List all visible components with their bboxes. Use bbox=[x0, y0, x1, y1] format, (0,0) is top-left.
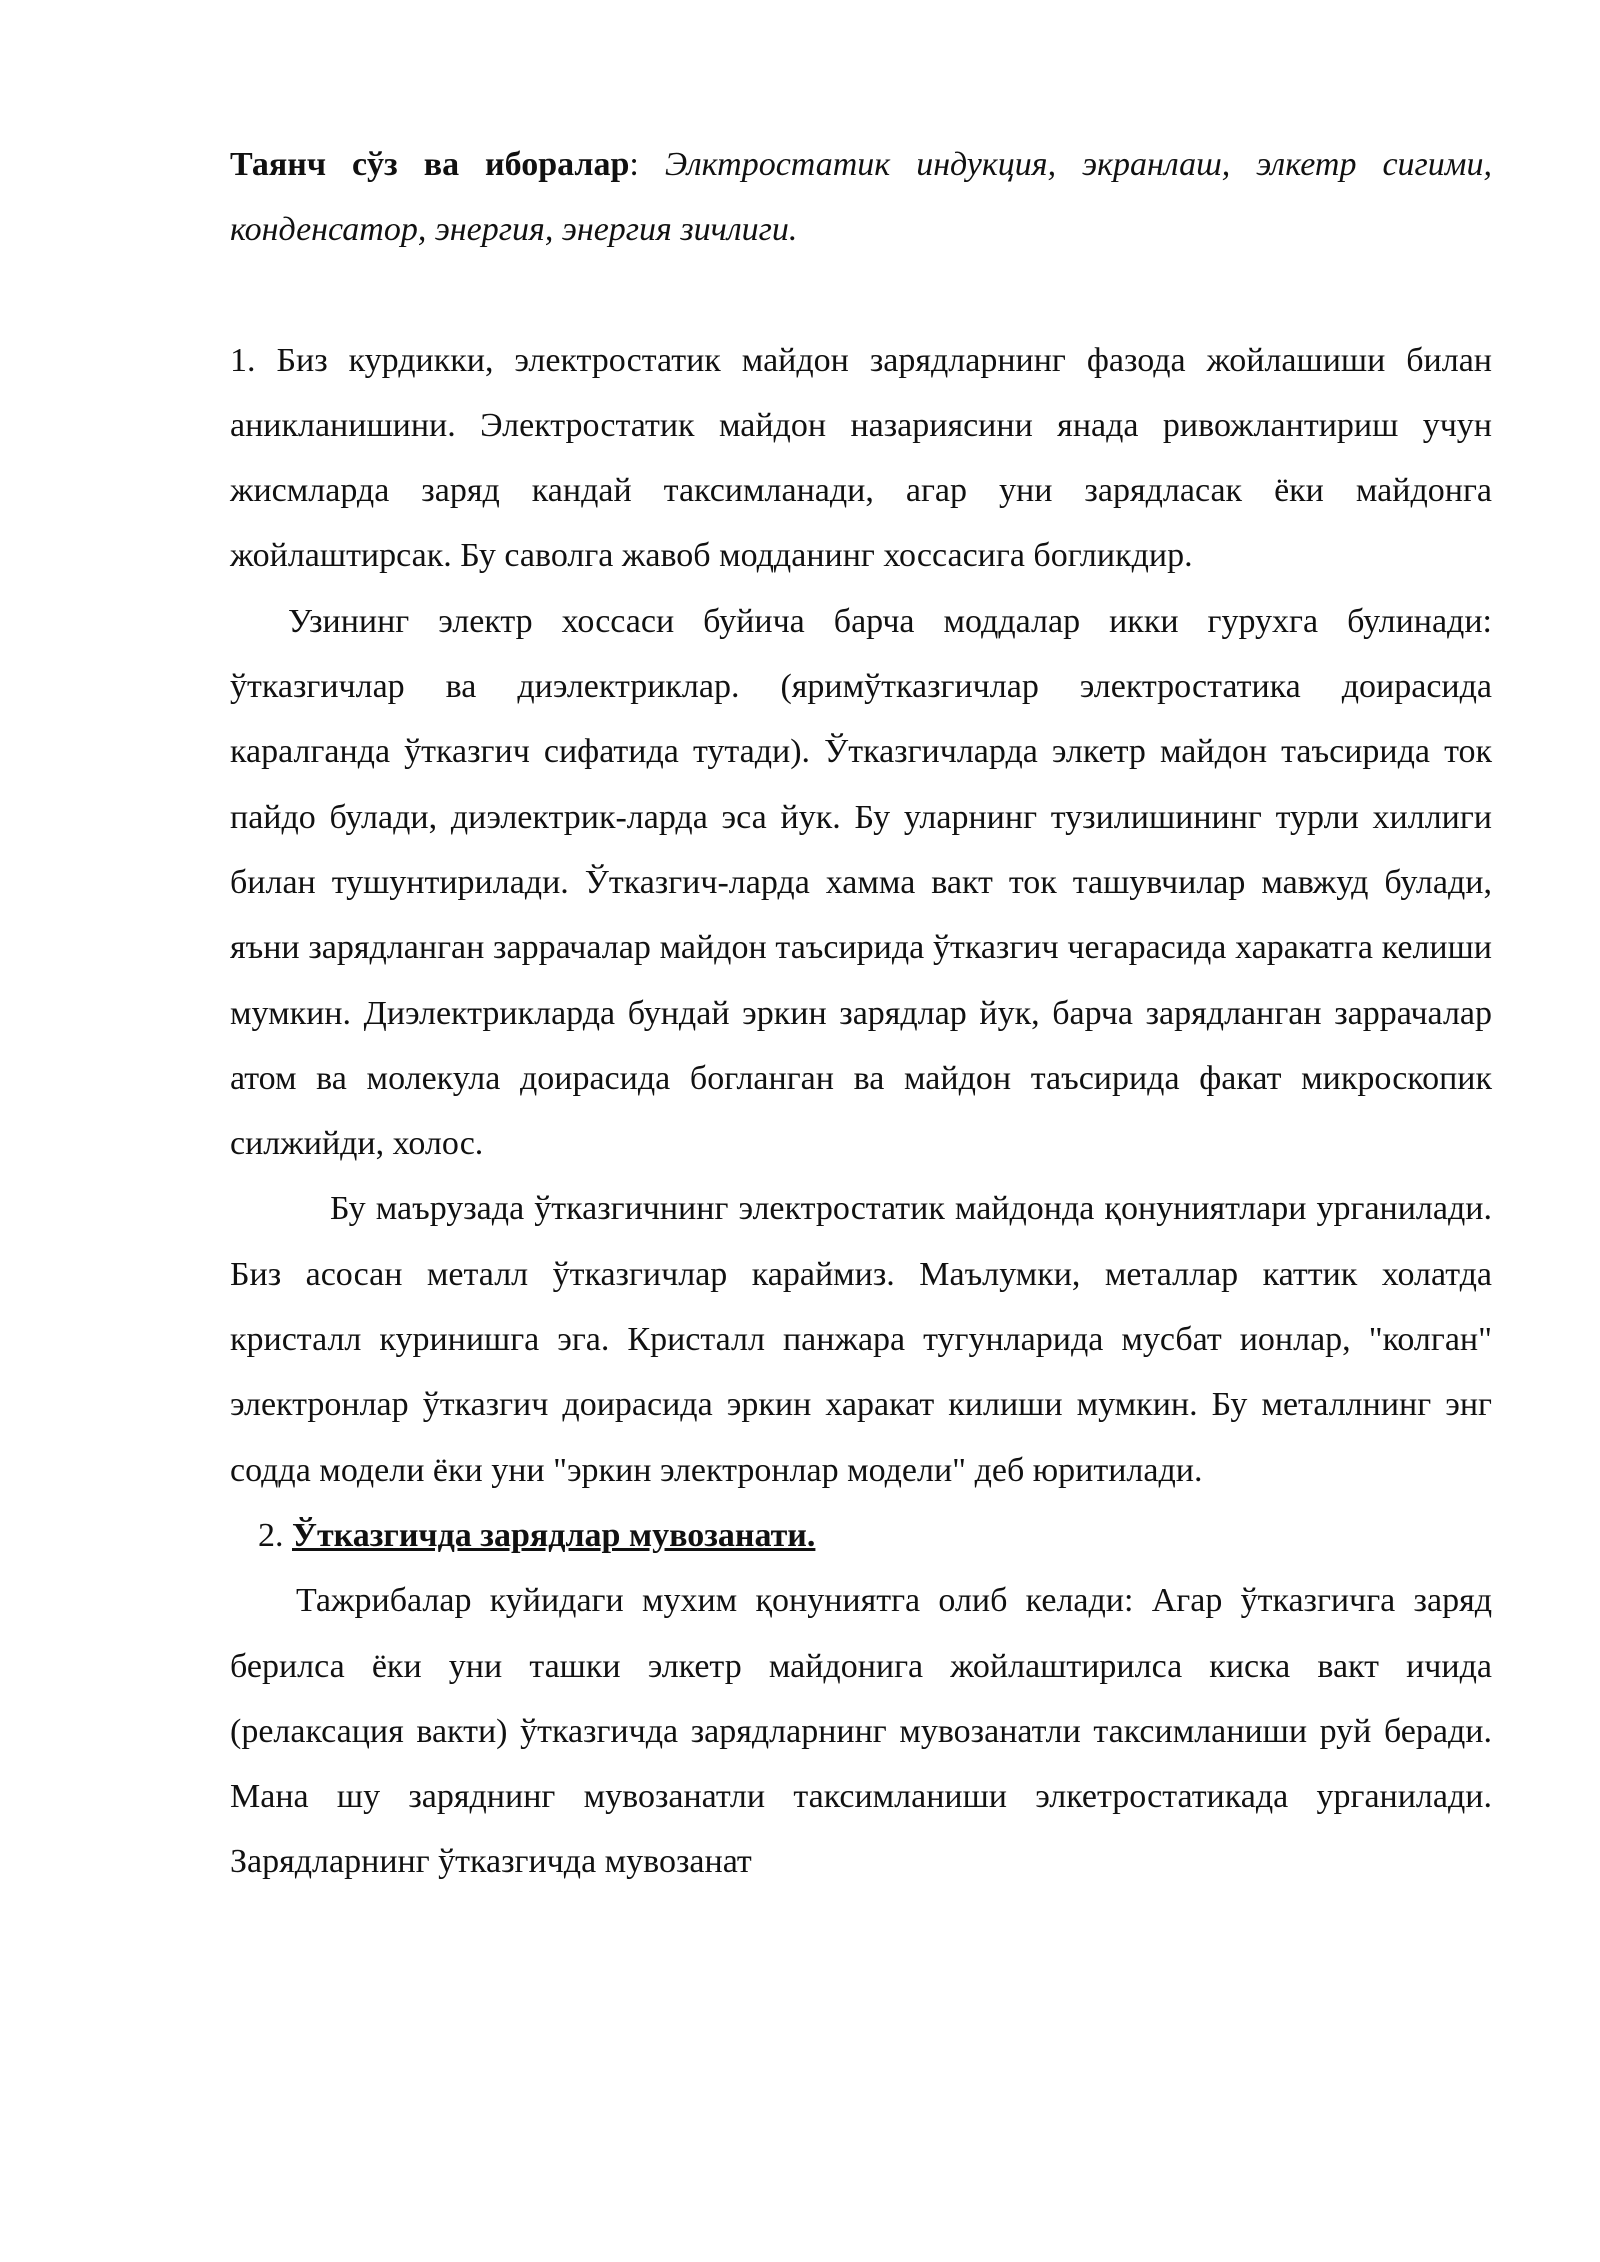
section-number: 2. bbox=[258, 1516, 292, 1554]
section-heading bbox=[230, 1503, 1492, 1568]
keywords-paragraph bbox=[230, 132, 1492, 263]
paragraph-metals: Бу маърузада ўтказгичнинг электростатик майдонда қонуниятлари урганилади. Биз асосан металл ўтказгичлар караймиз. Маълумки, металлар каттик холатда кристалл куринишга эга. Кристалл панжара тугунларида мусбат ионлар, "колган" электронлар ўтказгич доирасида эркин харакат килиши мумкин. Бу металлнинг энг содда модели ёки уни "эркин электронлар модели" деб юритилади. bbox=[230, 1190, 1492, 1489]
paragraph-intro: 1. Биз курдикки, электростатик майдон зарядларнинг фазода жойлашиши билан аникланишини. Электростатик майдон назариясини янада ривожлантириш учун жисмларда заряд кандай таксимланади, агар уни зарядласак ёки майдонга жойлаштирсак. Бу саволга жавоб модданинг хоссасига богликдир. bbox=[230, 341, 1492, 575]
page-content bbox=[230, 132, 1492, 1895]
keywords-separator: : bbox=[629, 146, 639, 183]
paragraph-materials: Узининг электр хоссаси буйича барча моддалар икки гурухга булинади: ўтказгичлар ва диэлектриклар. (яримўтказгичлар электростатика доирасида каралганда ўтказгич сифатида тутади). Ўтказгичларда элкетр майдон таъсирида ток пайдо булади, диэлектрик-ларда эса йук. Бу уларнинг тузилишининг турли хиллиги билан тушунтирилади. Ўтказгич-ларда хамма вакт ток ташувчилар мавжуд булади, яъни зарядланган заррачалар майдон таъсирида ўтказгич чегарасида харакатга келиши мумкин. Диэлектрикларда бундай эркин зарядлар йук, барча зарядланган заррачалар атом ва молекула доирасида богланган ва майдон таъсирида факат микроскопик силжийди, холос. bbox=[230, 602, 1492, 1163]
keywords-label: Таянч сўз ва иборалар bbox=[230, 146, 630, 183]
paragraph-experiments: Тажрибалар куйидаги мухим қонуниятга олиб келади: Агар ўтказгичга заряд берилса ёки уни ташки элкетр майдонига жойлаштирилса киска вакт ичида (релаксация вакти) ўтказгичда зарядларнинг мувозанатли таксимланиши руй беради. Мана шу заряднинг мувозанатли таксимланиши элкетростатикада урганилади. Зарядларнинг ўтказгичда мувозанат bbox=[230, 1582, 1492, 1881]
section-title: Ўтказгичда зарядлар мувозанати. bbox=[292, 1516, 816, 1554]
keywords-text: Элктростатик индукция, экранлаш, элкетр сигими, конденсатор, энергия, энергия зичлиги. bbox=[230, 146, 1492, 249]
